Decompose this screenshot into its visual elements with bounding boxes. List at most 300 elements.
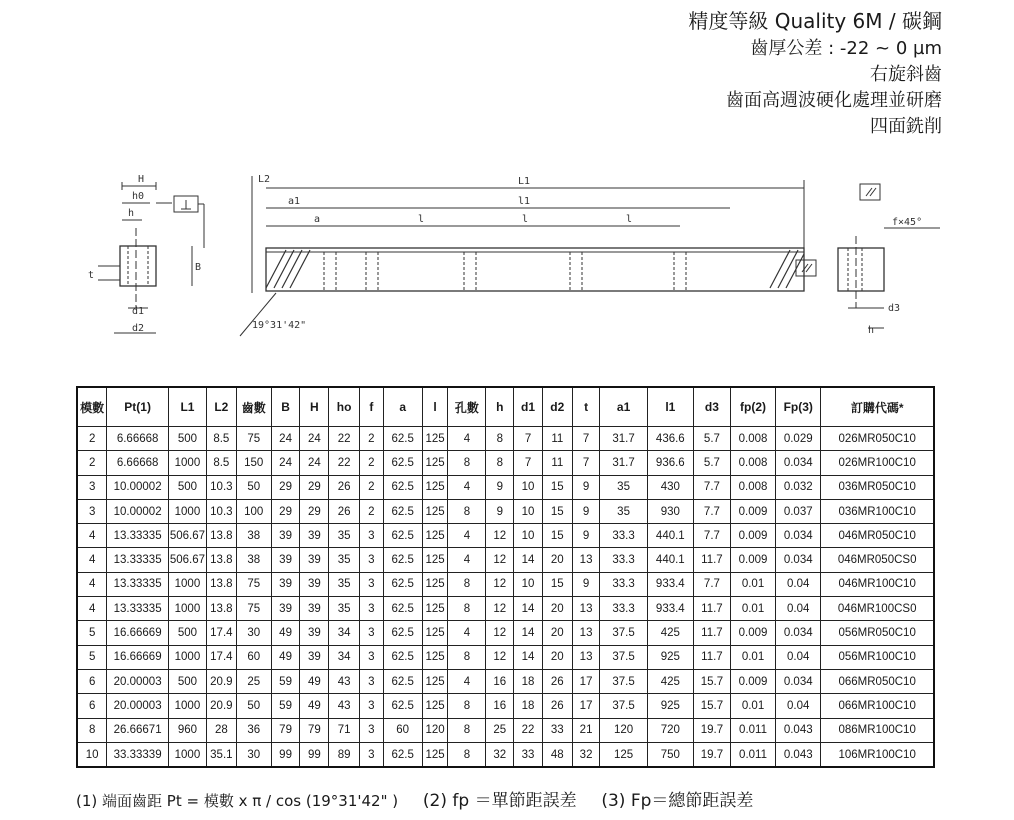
table-cell: 39: [300, 548, 329, 572]
table-cell: 125: [422, 669, 448, 693]
table-cell: 425: [647, 621, 693, 645]
table-cell: 10: [514, 499, 543, 523]
table-row: [77, 669, 934, 693]
table-cell: 7: [514, 427, 543, 451]
table-cell: 17: [572, 694, 600, 718]
table-cell: 12: [486, 524, 514, 548]
table-cell: 39: [271, 572, 300, 596]
table-cell: 2: [77, 427, 107, 451]
table-cell: 1000: [168, 572, 206, 596]
table-cell: 500: [168, 427, 206, 451]
table-cell: 13.8: [206, 548, 236, 572]
table-cell: 25: [486, 718, 514, 742]
table-cell: 1000: [168, 645, 206, 669]
table-cell: 15: [542, 475, 572, 499]
table-cell: 2: [360, 475, 384, 499]
table-cell: 62.5: [383, 548, 422, 572]
dim-H: H: [138, 174, 145, 185]
table-cell: 0.009: [730, 524, 775, 548]
table-cell: 33: [514, 742, 543, 767]
table-row: [77, 572, 934, 596]
table-cell: 925: [647, 694, 693, 718]
table-cell: 10: [514, 475, 543, 499]
table-cell: 37.5: [600, 669, 647, 693]
table-row: [77, 427, 934, 451]
table-cell: 436.6: [647, 427, 693, 451]
table-cell: 59: [271, 669, 300, 693]
dim-a1: a1: [288, 196, 301, 207]
table-cell: 3: [360, 548, 384, 572]
dim-h-right: h: [868, 325, 875, 336]
table-row: [77, 499, 934, 523]
table-cell: 8: [448, 645, 486, 669]
table-cell: 6: [77, 694, 107, 718]
table-cell: 0.034: [776, 548, 821, 572]
table-cell: 38: [236, 548, 271, 572]
table-cell: 14: [514, 548, 543, 572]
table-cell: 15: [542, 499, 572, 523]
table-cell: 7: [514, 451, 543, 475]
table-cell: 22: [329, 451, 360, 475]
table-cell: 5: [77, 621, 107, 645]
table-cell: 3: [77, 475, 107, 499]
table-cell: 056MR050C10: [821, 621, 934, 645]
column-header: d1: [514, 387, 543, 427]
table-cell: 8: [448, 742, 486, 767]
table-cell: 24: [271, 427, 300, 451]
column-header: l1: [647, 387, 693, 427]
column-header: a: [383, 387, 422, 427]
table-cell: 33: [542, 718, 572, 742]
table-cell: 35: [600, 475, 647, 499]
table-cell: 7: [572, 427, 600, 451]
table-cell: 20.00003: [107, 669, 169, 693]
table-cell: 37.5: [600, 694, 647, 718]
table-cell: 0.04: [776, 597, 821, 621]
table-cell: 49: [300, 694, 329, 718]
column-header: Pt(1): [107, 387, 169, 427]
table-row: [77, 548, 934, 572]
table-cell: 9: [572, 475, 600, 499]
table-cell: 0.029: [776, 427, 821, 451]
table-cell: 7: [572, 451, 600, 475]
table-cell: 3: [360, 742, 384, 767]
dim-d1: d1: [132, 306, 145, 317]
table-cell: 3: [360, 718, 384, 742]
table-cell: 1000: [168, 499, 206, 523]
column-header: B: [271, 387, 300, 427]
table-cell: 13.8: [206, 572, 236, 596]
table-cell: 0.011: [730, 742, 775, 767]
table-cell: 500: [168, 669, 206, 693]
table-cell: 26: [329, 499, 360, 523]
table-cell: 0.043: [776, 718, 821, 742]
table-cell: 9: [572, 499, 600, 523]
table-cell: 6: [77, 669, 107, 693]
table-cell: 9: [486, 475, 514, 499]
table-cell: 10: [77, 742, 107, 767]
table-cell: 3: [360, 694, 384, 718]
table-cell: 2: [360, 451, 384, 475]
table-cell: 9: [572, 524, 600, 548]
table-cell: 125: [422, 694, 448, 718]
table-cell: 4: [77, 548, 107, 572]
table-cell: 4: [448, 475, 486, 499]
table-cell: 5: [77, 645, 107, 669]
dim-a: a: [314, 214, 321, 225]
table-cell: 10.00002: [107, 475, 169, 499]
table-cell: 13.33335: [107, 524, 169, 548]
table-cell: 0.043: [776, 742, 821, 767]
table-cell: 39: [300, 524, 329, 548]
table-cell: 22: [329, 427, 360, 451]
table-cell: 425: [647, 669, 693, 693]
table-cell: 20: [542, 548, 572, 572]
table-cell: 13.8: [206, 524, 236, 548]
table-cell: 3: [77, 499, 107, 523]
table-cell: 6.66668: [107, 451, 169, 475]
table-cell: 11.7: [693, 645, 730, 669]
table-row: [77, 524, 934, 548]
column-header: Fp(3): [776, 387, 821, 427]
column-header: H: [300, 387, 329, 427]
table-cell: 506.67: [168, 548, 206, 572]
table-cell: 43: [329, 669, 360, 693]
table-cell: 35: [329, 548, 360, 572]
table-cell: 24: [300, 427, 329, 451]
table-cell: 10.00002: [107, 499, 169, 523]
table-cell: 066MR050C10: [821, 669, 934, 693]
table-cell: 125: [422, 597, 448, 621]
table-cell: 125: [422, 451, 448, 475]
table-cell: 30: [236, 621, 271, 645]
table-cell: 933.4: [647, 597, 693, 621]
table-cell: 0.01: [730, 645, 775, 669]
table-cell: 15: [542, 524, 572, 548]
table-cell: 24: [300, 451, 329, 475]
table-cell: 7.7: [693, 499, 730, 523]
table-cell: 120: [600, 718, 647, 742]
table-row: [77, 742, 934, 767]
table-cell: 440.1: [647, 524, 693, 548]
footnote-fp: (2) fp ＝單節距誤差: [422, 791, 577, 811]
table-cell: 20: [542, 645, 572, 669]
table-cell: 89: [329, 742, 360, 767]
column-header: L1: [168, 387, 206, 427]
table-cell: 30: [236, 742, 271, 767]
table-cell: 17.4: [206, 621, 236, 645]
table-cell: 36: [236, 718, 271, 742]
table-header: [77, 387, 934, 427]
table-cell: 17: [572, 669, 600, 693]
table-cell: 10.3: [206, 475, 236, 499]
table-row: [77, 621, 934, 645]
table-cell: 33.3: [600, 572, 647, 596]
helix-angle: 19°31'42": [252, 320, 307, 331]
table-cell: 12: [486, 572, 514, 596]
table-cell: 8: [448, 572, 486, 596]
table-cell: 34: [329, 645, 360, 669]
table-cell: 10: [514, 524, 543, 548]
table-cell: 13: [572, 645, 600, 669]
table-cell: 33.3: [600, 548, 647, 572]
table-cell: 99: [271, 742, 300, 767]
table-cell: 960: [168, 718, 206, 742]
table-cell: 39: [300, 597, 329, 621]
table-cell: 26: [542, 669, 572, 693]
table-cell: 29: [271, 499, 300, 523]
table-cell: 046MR100C10: [821, 572, 934, 596]
table-cell: 29: [300, 499, 329, 523]
table-cell: 62.5: [383, 499, 422, 523]
table-cell: 0.01: [730, 597, 775, 621]
table-cell: 6.66668: [107, 427, 169, 451]
table-cell: 35: [600, 499, 647, 523]
table-cell: 9: [486, 499, 514, 523]
table-cell: 0.01: [730, 572, 775, 596]
table-cell: 125: [422, 621, 448, 645]
table-cell: 33.3: [600, 597, 647, 621]
table-cell: 0.009: [730, 669, 775, 693]
table-cell: 60: [383, 718, 422, 742]
table-cell: 13.33335: [107, 572, 169, 596]
dim-L1: L1: [518, 176, 531, 187]
dim-B: B: [195, 262, 202, 273]
table-cell: 13: [572, 597, 600, 621]
table-cell: 20: [542, 597, 572, 621]
table-cell: 026MR100C10: [821, 451, 934, 475]
table-cell: 125: [422, 427, 448, 451]
table-cell: 79: [300, 718, 329, 742]
table-cell: 056MR100C10: [821, 645, 934, 669]
table-cell: 125: [422, 475, 448, 499]
spec-treatment: 齒面高週波硬化處理並研磨: [726, 90, 942, 111]
footnote: [76, 786, 773, 811]
footnote-Fp: (3) Fp＝總節距誤差: [601, 791, 754, 811]
end-view: [796, 184, 940, 336]
table-cell: 4: [448, 427, 486, 451]
table-cell: 500: [168, 475, 206, 499]
table-cell: 14: [514, 645, 543, 669]
table-cell: 62.5: [383, 621, 422, 645]
dim-h: h: [128, 208, 135, 219]
table-cell: 4: [448, 669, 486, 693]
table-cell: 8.5: [206, 451, 236, 475]
column-header: fp(2): [730, 387, 775, 427]
table-cell: 22: [514, 718, 543, 742]
table-cell: 5.7: [693, 451, 730, 475]
table-cell: 11: [542, 451, 572, 475]
table-cell: 15.7: [693, 669, 730, 693]
table-cell: 62.5: [383, 694, 422, 718]
table-cell: 62.5: [383, 645, 422, 669]
table-cell: 2: [360, 499, 384, 523]
dim-d3: d3: [888, 303, 901, 314]
table-cell: 71: [329, 718, 360, 742]
table-cell: 37.5: [600, 621, 647, 645]
table-cell: 39: [300, 621, 329, 645]
column-header: d3: [693, 387, 730, 427]
table-cell: 7.7: [693, 524, 730, 548]
table-cell: 1000: [168, 597, 206, 621]
table-cell: 13.8: [206, 597, 236, 621]
column-header: a1: [600, 387, 647, 427]
table-cell: 0.008: [730, 427, 775, 451]
dim-l: l: [522, 214, 529, 225]
column-header: ho: [329, 387, 360, 427]
table-cell: 35.1: [206, 742, 236, 767]
table-cell: 25: [236, 669, 271, 693]
table-cell: 3: [360, 597, 384, 621]
table-cell: 0.032: [776, 475, 821, 499]
table-cell: 18: [514, 669, 543, 693]
column-header: 孔數: [448, 387, 486, 427]
table-cell: 8: [448, 597, 486, 621]
table-cell: 026MR050C10: [821, 427, 934, 451]
table-cell: 0.04: [776, 694, 821, 718]
table-cell: 430: [647, 475, 693, 499]
table-cell: 12: [486, 645, 514, 669]
dim-d2: d2: [132, 323, 145, 334]
column-header: L2: [206, 387, 236, 427]
table-cell: 38: [236, 524, 271, 548]
column-header: t: [572, 387, 600, 427]
table-cell: 10.3: [206, 499, 236, 523]
table-cell: 35: [329, 524, 360, 548]
table-row: [77, 451, 934, 475]
table-cell: 62.5: [383, 475, 422, 499]
table-cell: 49: [271, 621, 300, 645]
table-cell: 26: [329, 475, 360, 499]
dim-l: l: [626, 214, 633, 225]
table-cell: 19.7: [693, 742, 730, 767]
table-cell: 1000: [168, 451, 206, 475]
table-cell: 506.67: [168, 524, 206, 548]
table-cell: 125: [600, 742, 647, 767]
table-cell: 31.7: [600, 451, 647, 475]
table-cell: 21: [572, 718, 600, 742]
table-cell: 33.3: [600, 524, 647, 548]
table-cell: 16.66669: [107, 621, 169, 645]
table-cell: 12: [486, 621, 514, 645]
table-cell: 75: [236, 572, 271, 596]
table-cell: 79: [271, 718, 300, 742]
table-cell: 28: [206, 718, 236, 742]
column-header: 齒數: [236, 387, 271, 427]
rack-technical-drawing: [80, 168, 950, 353]
table-cell: 17.4: [206, 645, 236, 669]
table-cell: 43: [329, 694, 360, 718]
table-cell: 9: [572, 572, 600, 596]
table-cell: 036MR050C10: [821, 475, 934, 499]
table-cell: 29: [300, 475, 329, 499]
table-cell: 4: [448, 524, 486, 548]
table-cell: 39: [300, 645, 329, 669]
table-cell: 3: [360, 572, 384, 596]
table-cell: 150: [236, 451, 271, 475]
table-cell: 62.5: [383, 669, 422, 693]
table-cell: 11.7: [693, 597, 730, 621]
table-cell: 0.034: [776, 669, 821, 693]
table-cell: 125: [422, 742, 448, 767]
table-cell: 39: [271, 524, 300, 548]
table-cell: 20.9: [206, 694, 236, 718]
column-header: h: [486, 387, 514, 427]
table-cell: 12: [486, 548, 514, 572]
table-cell: 125: [422, 572, 448, 596]
table-row: [77, 718, 934, 742]
table-row: [77, 694, 934, 718]
table-cell: 10: [514, 572, 543, 596]
table-cell: 15.7: [693, 694, 730, 718]
dim-l: l: [418, 214, 425, 225]
table-cell: 0.034: [776, 621, 821, 645]
table-cell: 62.5: [383, 524, 422, 548]
table-cell: 19.7: [693, 718, 730, 742]
table-cell: 14: [514, 621, 543, 645]
table-cell: 440.1: [647, 548, 693, 572]
column-header: l: [422, 387, 448, 427]
table-cell: 3: [360, 524, 384, 548]
table-cell: 20.9: [206, 669, 236, 693]
table-cell: 75: [236, 597, 271, 621]
table-cell: 39: [271, 548, 300, 572]
table-cell: 29: [271, 475, 300, 499]
table-cell: 3: [360, 645, 384, 669]
table-cell: 34: [329, 621, 360, 645]
table-cell: 4: [448, 548, 486, 572]
table-cell: 32: [486, 742, 514, 767]
table-cell: 11.7: [693, 548, 730, 572]
table-cell: 046MR100CS0: [821, 597, 934, 621]
table-cell: 0.009: [730, 548, 775, 572]
table-cell: 0.009: [730, 621, 775, 645]
table-cell: 26.66671: [107, 718, 169, 742]
column-header: f: [360, 387, 384, 427]
table-row: [77, 597, 934, 621]
table-cell: 100: [236, 499, 271, 523]
table-cell: 106MR100C10: [821, 742, 934, 767]
table-cell: 16: [486, 669, 514, 693]
table-cell: 1000: [168, 694, 206, 718]
spec-table: [76, 386, 935, 768]
table-cell: 35: [329, 572, 360, 596]
table-cell: 7.7: [693, 572, 730, 596]
table-cell: 0.037: [776, 499, 821, 523]
table-row: [77, 475, 934, 499]
table-cell: 12: [486, 597, 514, 621]
spec-tolerance: 齒厚公差 : -22 ~ 0 µm: [750, 38, 942, 59]
table-cell: 3: [360, 669, 384, 693]
table-cell: 0.034: [776, 524, 821, 548]
table-cell: 20: [542, 621, 572, 645]
table-cell: 37.5: [600, 645, 647, 669]
table-cell: 0.04: [776, 645, 821, 669]
table-cell: 11: [542, 427, 572, 451]
table-cell: 33.33339: [107, 742, 169, 767]
table-cell: 925: [647, 645, 693, 669]
table-cell: 31.7: [600, 427, 647, 451]
table-cell: 125: [422, 645, 448, 669]
table-cell: 8: [448, 499, 486, 523]
spec-helix: 右旋斜齒: [870, 64, 942, 85]
rack-side-view: [240, 174, 804, 336]
spec-block: [688, 6, 942, 140]
table-cell: 125: [422, 524, 448, 548]
table-cell: 24: [271, 451, 300, 475]
table-cell: 125: [422, 499, 448, 523]
dim-h0: h0: [132, 191, 145, 202]
